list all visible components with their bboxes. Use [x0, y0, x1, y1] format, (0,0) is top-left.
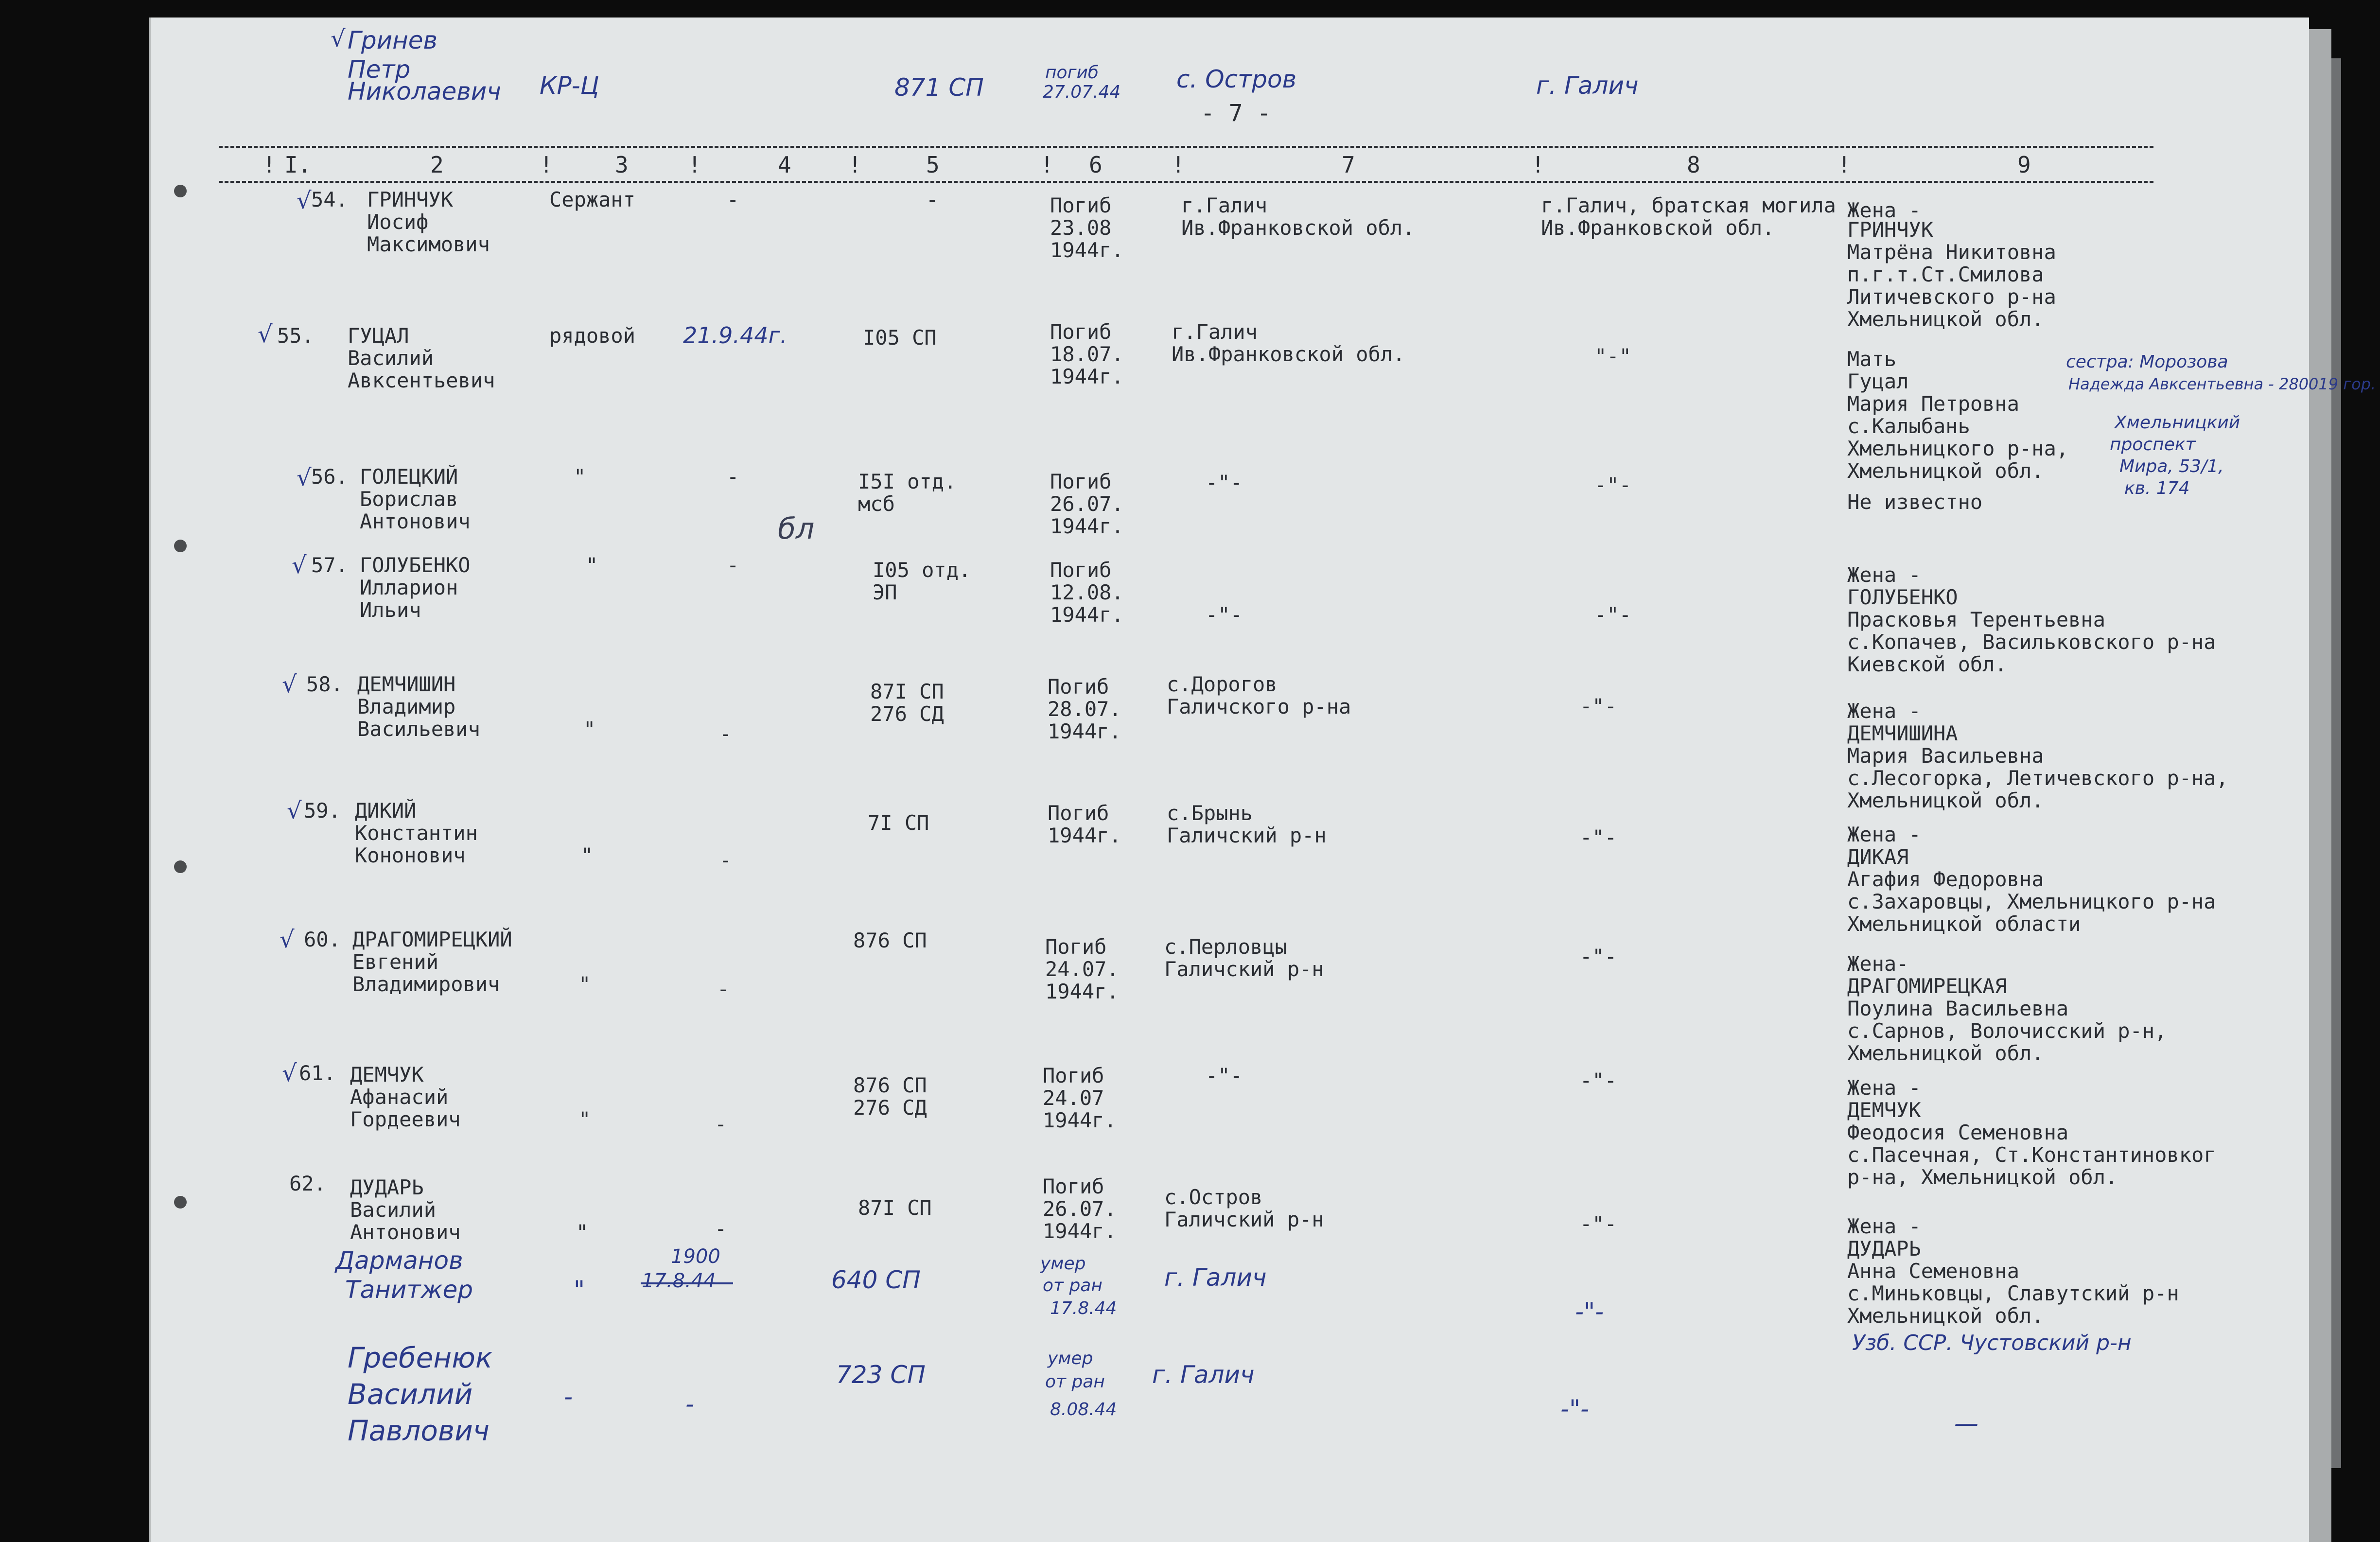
relative-line: Киевской обл.	[1847, 652, 2007, 676]
top-entry-unit: 871 СП	[894, 73, 984, 102]
fate-line: 12.08.	[1050, 580, 1124, 604]
page-stack-edge	[2307, 29, 2331, 1542]
row-number: 56.	[311, 465, 348, 489]
relative-line: ДЕМЧИШИНА	[1847, 721, 1958, 745]
fate-line: 1944г.	[1045, 980, 1119, 1003]
surname: ДРАГОМИРЕЦКИЙ	[352, 928, 512, 951]
place-line: Галичский р-н	[1167, 824, 1327, 847]
hw-patronymic: Павлович	[348, 1414, 490, 1447]
burial-line: Ив.Франковской обл.	[1541, 216, 1775, 240]
relative-line: ДУДАРЬ	[1847, 1237, 1921, 1261]
binding-hole	[174, 540, 187, 552]
fate-line: 1944г.	[1050, 238, 1124, 262]
hw-unit: 640 СП	[831, 1266, 921, 1294]
header-rule-top	[219, 146, 2153, 148]
top-entry-name: Петр	[348, 55, 411, 84]
hw-surname: Дарманов	[335, 1246, 463, 1275]
column-separator: !	[688, 152, 701, 178]
fate-line: 1944г.	[1043, 1108, 1117, 1132]
surname: ДУДАРЬ	[350, 1175, 424, 1199]
hw-name: Василий	[348, 1378, 473, 1411]
fate-line: 23.08	[1050, 216, 1112, 240]
column-number-5: 5	[926, 152, 940, 178]
place-line: -"-	[1206, 471, 1242, 494]
relative-line: п.г.т.Ст.Смилова	[1847, 263, 2044, 286]
first-name: Илларион	[360, 576, 458, 599]
column-separator: !	[1040, 152, 1054, 178]
top-entry-fate: погиб	[1045, 63, 1099, 83]
column-separator: !	[1838, 152, 1851, 178]
column-separator: !	[1172, 152, 1185, 178]
burial-line: -"-	[1594, 603, 1631, 627]
check-mark: √	[297, 464, 312, 491]
note-line: Хмельницкий	[2115, 413, 2240, 433]
fate-line: 1944г.	[1050, 365, 1124, 388]
patronymic: Авксентьевич	[348, 368, 495, 392]
rank: рядовой	[549, 324, 636, 348]
fate-line: 28.07.	[1048, 697, 1121, 721]
relative-line: Жена -	[1847, 198, 1921, 222]
hw-surname: Гребенюк	[348, 1341, 493, 1374]
first-name: Борислав	[360, 487, 458, 511]
row-number: 60.	[304, 928, 341, 951]
top-entry-burial: г. Галич	[1536, 71, 1639, 100]
column-separator: !	[1531, 152, 1545, 178]
note-line: сестра: Морозова	[2066, 352, 2228, 372]
unit: 7I СП	[868, 811, 929, 835]
fate-line: Погиб	[1048, 675, 1109, 699]
row-number: 57.	[311, 553, 348, 577]
relative-line: ДИКАЯ	[1847, 845, 1909, 869]
rank: "	[578, 972, 591, 996]
patronymic: Владимирович	[352, 972, 500, 996]
place-line: Ив.Франковской обл.	[1172, 342, 1405, 366]
fate-line: 1944г.	[1043, 1219, 1117, 1243]
relative-line: р-на, Хмельницкой обл.	[1847, 1165, 2118, 1189]
column-number-6: 6	[1089, 152, 1102, 178]
relative-line: с.Захаровцы, Хмельницкого р-на	[1847, 890, 2216, 913]
hw-fate: от ран	[1045, 1372, 1105, 1392]
relative-line: Хмельницкого р-на,	[1847, 437, 2069, 460]
check-mark: √	[280, 926, 295, 953]
row-number: 58.	[306, 672, 343, 696]
patronymic: Максимович	[367, 232, 490, 256]
relative-line: Жена -	[1847, 563, 1921, 587]
column-number-9: 9	[2017, 152, 2031, 178]
surname: ДЕМЧИШИН	[357, 672, 456, 696]
hw-fate: 17.8.44	[1050, 1298, 1117, 1318]
burial-line: "-"	[1594, 344, 1631, 368]
header-rule-bottom	[219, 181, 2153, 183]
unit: -	[926, 188, 939, 211]
relative-line: Литичевского р-на	[1847, 285, 2056, 309]
row-number: 61.	[299, 1061, 336, 1085]
hw-unit: 723 СП	[836, 1361, 926, 1389]
relative-line: с.Копачев, Васильковского р-на	[1847, 630, 2216, 654]
check-mark: √	[292, 552, 307, 579]
relative-line: ДРАГОМИРЕЦКАЯ	[1847, 974, 2007, 998]
fate-line: 26.07.	[1050, 492, 1124, 516]
note-line: Мира, 53/1,	[2119, 456, 2224, 476]
check-mark: √	[297, 187, 312, 214]
fate-line: Погиб	[1043, 1064, 1104, 1087]
unit: 87I СП 276 СД	[870, 680, 944, 726]
relative-line: ДЕМЧУК	[1847, 1098, 1921, 1122]
fate-line: Погиб	[1043, 1174, 1104, 1198]
binding-hole	[174, 185, 187, 197]
hw-place: г. Галич	[1164, 1263, 1267, 1292]
column-separator: !	[262, 152, 276, 178]
first-name: Василий	[350, 1198, 437, 1222]
relative-line: Хмельницкой обл.	[1847, 1041, 2044, 1065]
hw-rank: "	[574, 1276, 585, 1304]
relative-line: Хмельницкой обл.	[1847, 459, 2044, 483]
note-line: Надежда Авксентьевна - 280019 гор.	[2068, 375, 2376, 393]
column-number-7: 7	[1342, 152, 1355, 178]
relative-line: с.Калыбань	[1847, 414, 1970, 438]
hw-burial: -"-	[1560, 1395, 1590, 1423]
rank: "	[583, 717, 596, 741]
relative-line: Мария Петровна	[1847, 392, 2020, 416]
unit: 876 СП 276 СД	[853, 1073, 927, 1120]
hw-birth: 1900	[671, 1245, 720, 1268]
rank: "	[578, 1107, 591, 1131]
hw-relatives: Узб. ССР. Чустовский р-н	[1852, 1331, 2132, 1355]
first-name: Евгений	[352, 950, 439, 974]
relative-line: ГРИНЧУК	[1847, 218, 1934, 242]
place-line: с.Перловцы	[1164, 935, 1287, 959]
relative-line: Не известно	[1847, 490, 1983, 514]
birth-year: -	[717, 977, 730, 1001]
relative-line: Хмельницкой обл.	[1847, 1304, 2044, 1328]
relative-line: Гуцал	[1847, 369, 1909, 393]
relative-line: Мать	[1847, 347, 1897, 371]
rank: "	[576, 1220, 589, 1244]
surname: ДИКИЙ	[355, 799, 417, 823]
column-separator: !	[540, 152, 553, 178]
check-mark: √	[331, 25, 346, 53]
check-mark: √	[287, 797, 302, 824]
patronymic: Кононович	[355, 843, 466, 867]
column-separator: !	[848, 152, 862, 178]
hw-place: г. Галич	[1152, 1361, 1255, 1389]
first-name: Василий	[348, 346, 434, 370]
relative-line: с.Сарнов, Волочисский р-н,	[1847, 1019, 2167, 1043]
fate-line: Погиб	[1048, 801, 1109, 825]
hw-fate: умер	[1048, 1349, 1093, 1368]
unit: 876 СП	[853, 929, 927, 952]
fate-line: Погиб	[1050, 320, 1112, 344]
hw-fate: 8.08.44	[1050, 1400, 1117, 1419]
relative-line: с.Лесогорка, Летичевского р-на,	[1847, 766, 2228, 790]
column-number-1: I.	[284, 152, 312, 178]
hw-fate: от ран	[1043, 1276, 1102, 1296]
surname: ГРИНЧУК	[367, 188, 454, 211]
hw-name: Танитжер	[345, 1276, 473, 1304]
column-number-8: 8	[1687, 152, 1700, 178]
fate-line: 1944г.	[1048, 824, 1121, 847]
relative-line: Жена -	[1847, 699, 1921, 723]
birth-year: -	[715, 1112, 727, 1136]
unit: 87I СП	[858, 1196, 932, 1220]
strikethrough-line	[641, 1282, 733, 1284]
fate-line: 1944г.	[1048, 719, 1121, 743]
patronymic: Гордеевич	[350, 1107, 461, 1131]
relative-line: Жена-	[1847, 952, 1909, 976]
first-name: Иосиф	[367, 210, 429, 234]
surname: ГОЛУБЕНКО	[360, 553, 471, 577]
check-mark: √	[282, 1060, 297, 1087]
fate-line: 26.07.	[1043, 1197, 1117, 1221]
relative-line: Хмельницкой обл.	[1847, 789, 2044, 812]
surname: ГУЦАЛ	[348, 324, 409, 348]
relative-line: ГОЛУБЕНКО	[1847, 585, 1958, 609]
fate-line: Погиб	[1050, 470, 1112, 493]
rank: Сержант	[549, 188, 636, 211]
relative-line: Хмельницкой обл.	[1847, 307, 2044, 331]
relative-line: Жена -	[1847, 1076, 1921, 1100]
patronymic: Ильич	[360, 598, 421, 622]
place-line: -"-	[1206, 1064, 1242, 1087]
birth-year: -	[727, 188, 739, 211]
burial-line: г.Галич, братская могила	[1541, 193, 1836, 217]
place-line: с.Брынь	[1167, 801, 1253, 825]
burial-line: -"-	[1580, 694, 1617, 718]
note-line: кв. 174	[2124, 478, 2190, 498]
burial-line: -"-	[1594, 473, 1631, 497]
birth-year: -	[727, 465, 739, 489]
fate-line: Погиб	[1045, 935, 1107, 959]
unit: I5I отд. мсб	[858, 470, 957, 516]
rank: "	[586, 553, 598, 577]
birth-year: -	[727, 553, 739, 577]
binder-shadow	[2331, 58, 2341, 1468]
fate-line: Погиб	[1050, 193, 1112, 217]
place-line: с.Дорогов	[1167, 672, 1278, 696]
row-number: 54.	[311, 188, 348, 211]
relative-line: Прасковья Терентьевна	[1847, 608, 2106, 631]
relative-line: с.Миньковцы, Славутский р-н	[1847, 1281, 2179, 1305]
relative-line: Матрёна Никитовна	[1847, 240, 2056, 264]
fate-line: 24.07.	[1045, 957, 1119, 981]
place-line: г.Галич	[1172, 320, 1258, 344]
hw-birth-struck: 17.8.44	[642, 1270, 716, 1292]
patronymic: Антонович	[360, 509, 471, 533]
relative-line: с.Пасечная, Ст.Константиновког	[1847, 1143, 2216, 1167]
hw-relatives: —	[1954, 1409, 1978, 1437]
relative-line: Агафия Федоровна	[1847, 867, 2044, 891]
top-entry-surname: Гринев	[348, 26, 438, 54]
row-number: 59.	[304, 799, 341, 823]
relative-line: Жена -	[1847, 823, 1921, 846]
first-name: Афанасий	[350, 1085, 449, 1109]
top-entry-patronymic: Николаевич	[348, 77, 501, 105]
place-line: Галичского р-на	[1167, 695, 1351, 718]
hw-fate: умер	[1040, 1254, 1086, 1274]
unit: I05 отд. ЭП	[873, 558, 971, 604]
birth-year: -	[715, 1217, 727, 1241]
check-mark: √	[258, 321, 273, 348]
birth-year: -	[719, 722, 732, 746]
binding-hole	[174, 860, 187, 873]
binding-hole	[174, 1196, 187, 1209]
fate-line: Погиб	[1050, 558, 1112, 582]
burial-line: -"-	[1580, 1069, 1617, 1092]
row-number: 62.	[289, 1172, 326, 1195]
relative-line: Анна Семеновна	[1847, 1259, 2020, 1283]
place-line: Галичский р-н	[1164, 1208, 1324, 1231]
place-line: с.Остров	[1164, 1185, 1263, 1209]
burial-line: -"-	[1580, 945, 1617, 968]
rank: "	[581, 843, 594, 867]
unit: I05 СП	[863, 326, 937, 350]
place-line: Галичский р-н	[1164, 957, 1324, 981]
page-number: - 7 -	[1201, 100, 1271, 127]
surname: ГОЛЕЦКИЙ	[360, 465, 458, 489]
relative-line: Поулина Васильевна	[1847, 997, 2069, 1020]
burial-line: -"-	[1580, 1212, 1617, 1236]
first-name: Константин	[355, 821, 478, 845]
fate-line: 1944г.	[1050, 603, 1124, 627]
relative-line: Хмельницкой области	[1847, 912, 2081, 936]
margin-fragment: бл	[778, 512, 815, 546]
birth-year: -	[719, 848, 732, 872]
patronymic: Васильевич	[357, 717, 480, 741]
fate-line: 18.07.	[1050, 342, 1124, 366]
column-number-3: 3	[615, 152, 629, 178]
fate-line: 24.07	[1043, 1086, 1104, 1110]
birth-year: 21.9.44г.	[683, 322, 788, 349]
hw-rank: -	[564, 1383, 573, 1411]
fate-line: 1944г.	[1050, 514, 1124, 538]
column-number-4: 4	[778, 152, 791, 178]
hw-birth: -	[685, 1390, 695, 1418]
first-name: Владимир	[357, 695, 456, 718]
place-line: -"-	[1206, 603, 1242, 627]
place-line: г.Галич	[1181, 193, 1268, 217]
note-line: проспект	[2110, 435, 2196, 455]
place-line: Ив.Франковской обл.	[1181, 216, 1415, 240]
check-mark: √	[282, 671, 297, 698]
top-entry-place: с. Остров	[1176, 65, 1297, 93]
surname: ДЕМЧУК	[350, 1063, 424, 1086]
burial-line: -"-	[1580, 825, 1617, 849]
relative-line: Феодосия Семеновна	[1847, 1121, 2069, 1144]
rank: "	[574, 465, 586, 489]
hw-burial: -"-	[1575, 1297, 1604, 1326]
relative-line: Жена -	[1847, 1214, 1921, 1238]
top-entry-rank: КР-Ц	[540, 71, 599, 100]
column-number-2: 2	[430, 152, 444, 178]
relative-line: Мария Васильевна	[1847, 744, 2044, 768]
row-number: 55.	[277, 324, 314, 348]
top-entry-date: 27.07.44	[1043, 82, 1121, 102]
patronymic: Антонович	[350, 1220, 461, 1244]
